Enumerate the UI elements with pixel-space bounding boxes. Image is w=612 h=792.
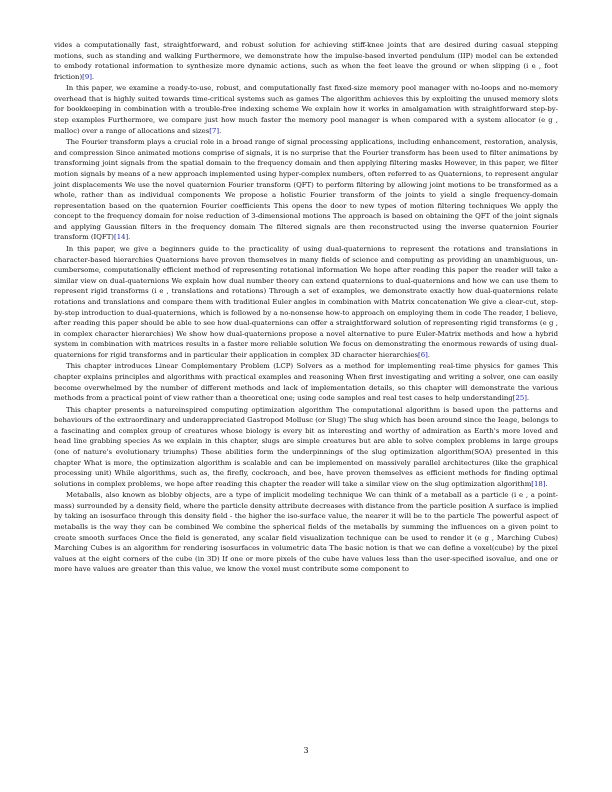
body-text [54,40,558,576]
paragraph-6 [54,405,558,490]
paragraph-3 [54,137,558,243]
paragraph-6-text: This chapter presents a natureinspired computing optimization algorithm The computational algorithm is based upon the patterns and behaviours of the extraordinary and underappreciated Gastropod Mollusc (or Slug) The slug which has been around since the Ieage, belongs to a fascinating and complex group of creatures whose biology is every bit as interesting and worthy of admiration as Earth's more loved and head line grabbing species As we explain in this chapter, slugs are simple creatures but are able to solve complex problems in large groups (one of nature's evolutionary triumphs) These abilities form the underpinnings of the slug optimization algorithm(SOA) presented in this chapter What is more, the optimization algorithm is scalable and can be implemented on massively parallel architectures (like the graphical processing unit) While algorithms, such as, the firefly, cockroach, and bee, have proven themselves as efficient methods for finding optimal solutions in complex problems, we hope after reading this chapter the reader will take a similar view on the slug optimization algorithm [54,405,558,488]
paragraph-4 [54,244,558,361]
paragraph-2-end: . [219,126,222,135]
paragraph-5-end: . [526,394,530,403]
citation-9[interactable]: [9] [82,72,92,81]
paragraph-3-text: The Fourier transform plays a crucial role in a broad range of signal processing applications, including enhancement, restoration, analysis, and compression Since animated motions comprise of signals, it is no surprise that the Fourier transform has been used to filter animations by transforming joint signals from the spatial domain to the frequency domain and then applying filtering masks However, in this paper, we filter motion signals by means of a new approach implemented using hyper-complex numbers, often referred to as Quaternions, to represent angular joint displacements We use the novel quaternion Fourier transform (QFT) to perform filtering by allowing joint motions to be transformed as a whole, rather than as individual components We propose a holistic Fourier transform of the joints to yield a single frequency-domain representation based on the quaternion Fourier coefficients This opens the door to new types of motion filtering techniques We apply the concept to the frequency domain for noise reduction of 3-dimensional motions The approach is based on obtaining the QFT of the joint signals and applying Gaussian filters in the frequency domain The filtered signals are then reconstructed using the inverse quaternion Fourier transform (IQFT) [54,138,558,242]
paragraph-2-text: In this paper, we examine a ready-to-use, robust, and computationally fast fixed-size memory pool manager with no-loops and no-memory overhead that is highly suited towards time-critical systems such as games The algorithm achieves this by exploiting the unused memory slots for bookkeeping in combination with a trouble-free indexing scheme We explain how it works in amalgamation with straightforward step-by-step examples Furthermore, we compare just how much faster the memory pool manager is when compared with a system allocator (e g , malloc) over a range of allocations and sizes [54,84,558,135]
paragraph-5-text: This chapter introduces Linear Complementary Problem (LCP) Solvers as a method for implementing real-time physics for games This chapter explains principles and algorithms with practical examples and reasoning When first investigating and writing a solver, one can easily become overwhelmed by the number of different methods and lack of implementation details, so this chapter will demonstrate the various methods from a practical point of view rather than a theoretical one; using code samples and real test cases to help understanding [54,362,558,403]
citation-6[interactable]: [6] [418,350,428,359]
citation-25[interactable]: [25] [512,394,527,403]
paragraph-2 [54,83,558,136]
citation-14[interactable]: [14] [114,233,129,242]
paragraph-3-end: . [128,233,131,242]
paragraph-7 [54,490,558,575]
paragraph-4-end: . [427,350,430,359]
paragraph-7-text: Metaballs, also known as blobby objects, are a type of implicit modeling technique We can think of a metaball as a particle (i e , a point-mass) surrounded by a density field, where the particle density attribute decreases with distance from the particle position A surface is implied by taking an isosurface through this density field - the higher the iso-surface value, the nearer it will be to the particle The powerful aspect of metaballs is the way they can be combined We combine the spherical fields of the metaballs by summing the influences on a given point to create smooth surfaces Once the field is generated, any scalar field visualization technique can be used to render it (e g , Marching Cubes) Marching Cubes is an algorithm for rendering isosurfaces in volumetric data The basic notion is that we can define a voxel(cube) by the pixel values at the eight corners of the cube (in 3D) If one or more pixels of the cube have values less than the user-specified isovalue, and one or more have values are greater than this value, we know the voxel must contribute some component to [54,491,558,574]
citation-7[interactable]: [7] [209,126,220,135]
paragraph-1-end: . [91,72,95,81]
citation-18[interactable]: [18] [531,479,546,488]
page-number: 3 [303,746,309,755]
paragraph-1 [54,40,558,82]
paragraph-6-end: . [545,479,548,488]
paragraph-5 [54,361,558,403]
paragraph-4-text: In this paper, we give a beginners guide to the practicality of using dual-quaternions to represent the rotations and translations in character-based hierarchies Quaternions have proven themselves in many fields of science and computing as providing an unambiguous, un-cumbersome, computationally efficient method of representing rotational information We hope after reading this paper the reader will take a similar view on dual-quaternions We explain how dual number theory can extend quaternions to dual-quaternions and how we can use them to represent rigid transforms (i e , translations and rotations) Through a set of examples, we demonstrate exactly how dual-quaternions relate rotations and translations and compare them with traditional Euler angles in combination with Matrix concatenation We give a clear-cut, step-by-step introduction to dual-quaternions, which is followed by a no-nonsense how-to approach on employing them in code The reader, I believe, after reading this paper should be able to see how dual-quaternions can offer a straightforward solution of representing rigid transforms (e g , in complex character hierarchies) We show how dual-quaternions propose a novel alternative to pure Euler-Matrix methods and how a hybrid system in combination with matrices results in a faster more reliable solution We focus on demonstrating the enormous rewards of using dual-quaternions for rigid transforms and in particular their application in complex 3D character hierarchies [54,244,558,359]
paragraph-1-text: vides a computationally fast, straightforward, and robust solution for achieving stiff-knee joints that are desired during casual stepping motions, such as standing and walking Furthermore, we demonstrate how the impulse-based inverted pendulum (IIP) model can be extended to embody rotational information to synthesize more dynamic actions, such as when the feet leave the ground or when slipping (i e , foot friction) [54,41,558,81]
